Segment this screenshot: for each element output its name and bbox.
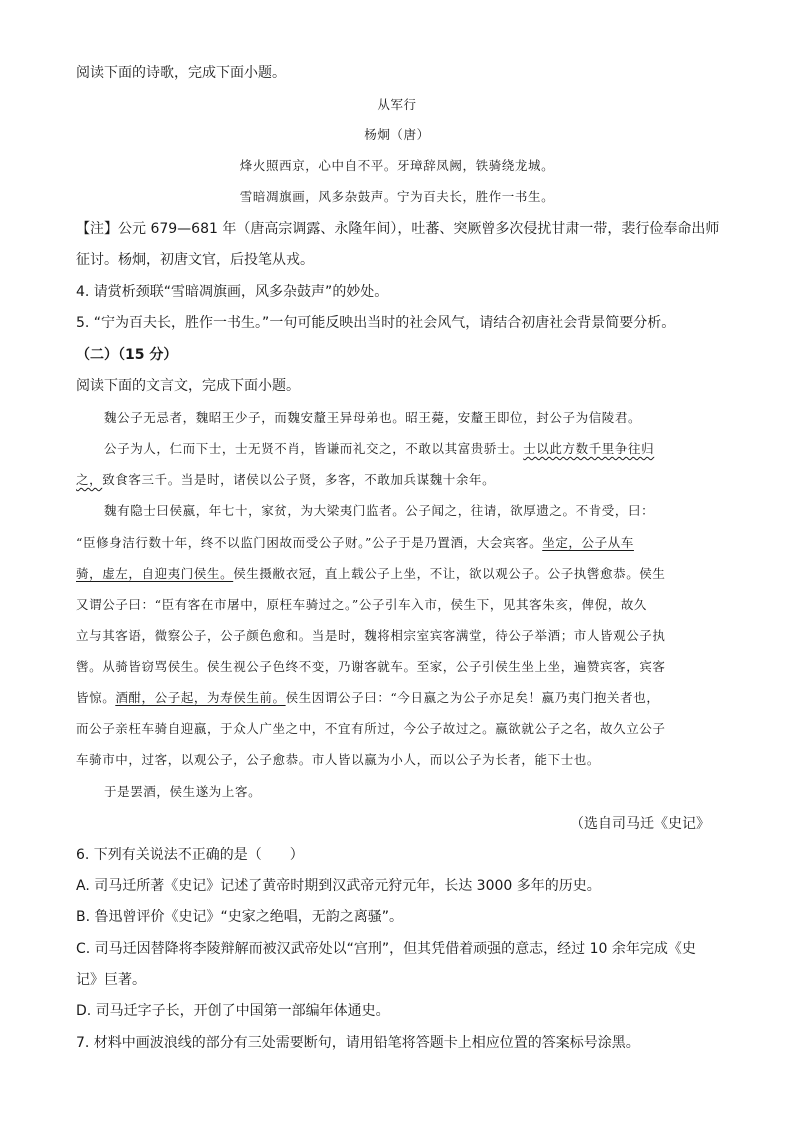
poem-note-line-2: 征讨。杨炯，初唐文官，后投笔从戎。 — [76, 252, 314, 268]
passage-paragraph-3-line-6: 辔。从骑皆窃骂侯生。侯生视公子色终不变，乃谢客就车。至家，公子引侯生坐上坐，遍赞宾客，宾客 — [76, 659, 666, 674]
poem-author: 杨炯（唐） — [364, 127, 430, 142]
underlined-text: 酒酣，公子起，为寿侯生前。 — [115, 690, 286, 705]
passage-paragraph-3-line-2 — [76, 534, 634, 552]
underlined-text: 骑，虚左，自迎夷门侯生。 — [76, 566, 234, 581]
passage-text: “臣修身洁行数十年，终不以监门困故而受公子财。”公子于是乃置酒，大会宾客。 — [76, 535, 543, 550]
passage-text: 侯生摄敝衣冠，直上载公子上坐，不让，欲以观公子。公子执辔愈恭。侯生 — [233, 566, 666, 581]
passage-paragraph-2-line-1 — [104, 440, 654, 458]
passage-text: 侯生因谓公子曰：“今日嬴之为公子亦足矣！嬴乃夷门抱关者也， — [285, 690, 660, 705]
passage-source: （选自司马迁《史记》 — [570, 816, 710, 832]
passage-paragraph-1: 魏公子无忌者，魏昭王少子，而魏安釐王异母弟也。昭王薨，安釐王即位，封公子为信陵君。 — [104, 410, 642, 425]
passage-paragraph-3-line-1: 魏有隐士曰侯嬴，年七十，家贫，为大梁夷门监者。公子闻之，往请，欲厚遗之。不肯受，曰： — [104, 503, 655, 518]
question-6-option-b: B. 鲁迅曾评价《史记》“史家之绝唱，无韵之离骚”。 — [76, 909, 404, 925]
passage-text: 皆惊。 — [76, 690, 116, 705]
question-7: 7. 材料中画波浪线的部分有三处需要断句，请用铅笔将答题卡上相应位置的答案标号涂黑。 — [76, 1035, 640, 1051]
passage-paragraph-3-line-5: 立与其客语，微察公子，公子颜色愈和。当是时，魏将相宗室宾客满堂，待公子举酒；市人皆观公子执 — [76, 628, 666, 643]
passage-text: 公子为人，仁而下士，士无贤不肖，皆谦而礼交之，不敢以其富贵骄士。 — [104, 441, 524, 456]
passage-paragraph-3-line-4: 又谓公子曰：“臣有客在市屠中，原枉车骑过之。”公子引车入市，侯生下，见其客朱亥，俾倪，故久 — [76, 597, 648, 612]
passage-paragraph-3-line-3 — [76, 565, 666, 583]
poem-line-1: 烽火照西京，心中自不平。牙璋辞凤阙，铁骑绕龙城。 — [239, 158, 555, 173]
passage-text: 致食客三千。当是时，诸侯以公子贤，多客，不敢加兵谋魏十余年。 — [102, 472, 496, 487]
section-heading: （二）（15 分） — [76, 347, 178, 363]
question-6-option-c-line-1: C. 司马迁因替降将李陵辩解而被汉武帝处以“宫刑”，但其凭借着顽强的意志，经过 10 余年完成《史 — [76, 941, 696, 957]
passage-paragraph-3-line-8: 而公子亲枉车骑自迎嬴，于众人广坐之中，不宜有所过，今公子故过之。嬴欲就公子之名，故久立公子 — [76, 721, 666, 736]
poem-line-2: 雪暗凋旗画，风多杂鼓声。宁为百夫长，胜作一书生。 — [239, 189, 555, 204]
passage-paragraph-2-line-2 — [76, 471, 495, 489]
question-6-option-c-line-2: 记》巨著。 — [76, 972, 146, 988]
reading-instruction-prose: 阅读下面的文言文，完成下面小题。 — [76, 378, 300, 394]
passage-paragraph-3-line-9: 车骑市中，过客，以观公子，公子愈恭。市人皆以嬴为小人，而以公子为长者，能下士也。 — [76, 752, 601, 767]
reading-instruction-poem: 阅读下面的诗歌，完成下面小题。 — [76, 65, 286, 81]
poem-title: 从军行 — [377, 97, 417, 112]
question-5: 5. “宁为百夫长，胜作一书生。”一句可能反映出当时的社会风气，请结合初唐社会背景简要分析。 — [76, 315, 676, 331]
wavy-underlined-text: 士以此方数千里争往归 — [523, 441, 655, 456]
question-6-stem: 6. 下列有关说法不正确的是（ ） — [76, 847, 304, 863]
passage-paragraph-4: 于是罢酒，侯生遂为上客。 — [104, 784, 262, 799]
question-6-option-a: A. 司马迁所著《史记》记述了黄帝时期到汉武帝元狩元年，长达 3000 多年的历史。 — [76, 878, 601, 894]
question-6-option-d: D. 司马迁字子长，开创了中国第一部编年体通史。 — [76, 1003, 390, 1019]
question-4: 4. 请赏析颈联“雪暗凋旗画，风多杂鼓声”的妙处。 — [76, 284, 389, 300]
passage-paragraph-3-line-7 — [76, 689, 659, 707]
poem-note-line-1: 【注】公元 679—681 年（唐高宗调露、永隆年间），吐蕃、突厥曾多次侵扰甘肃一带，裴行俭奉命出师 — [76, 221, 720, 237]
underlined-text: 坐定，公子从车 — [542, 535, 634, 550]
wavy-underlined-text: 之， — [76, 472, 103, 487]
